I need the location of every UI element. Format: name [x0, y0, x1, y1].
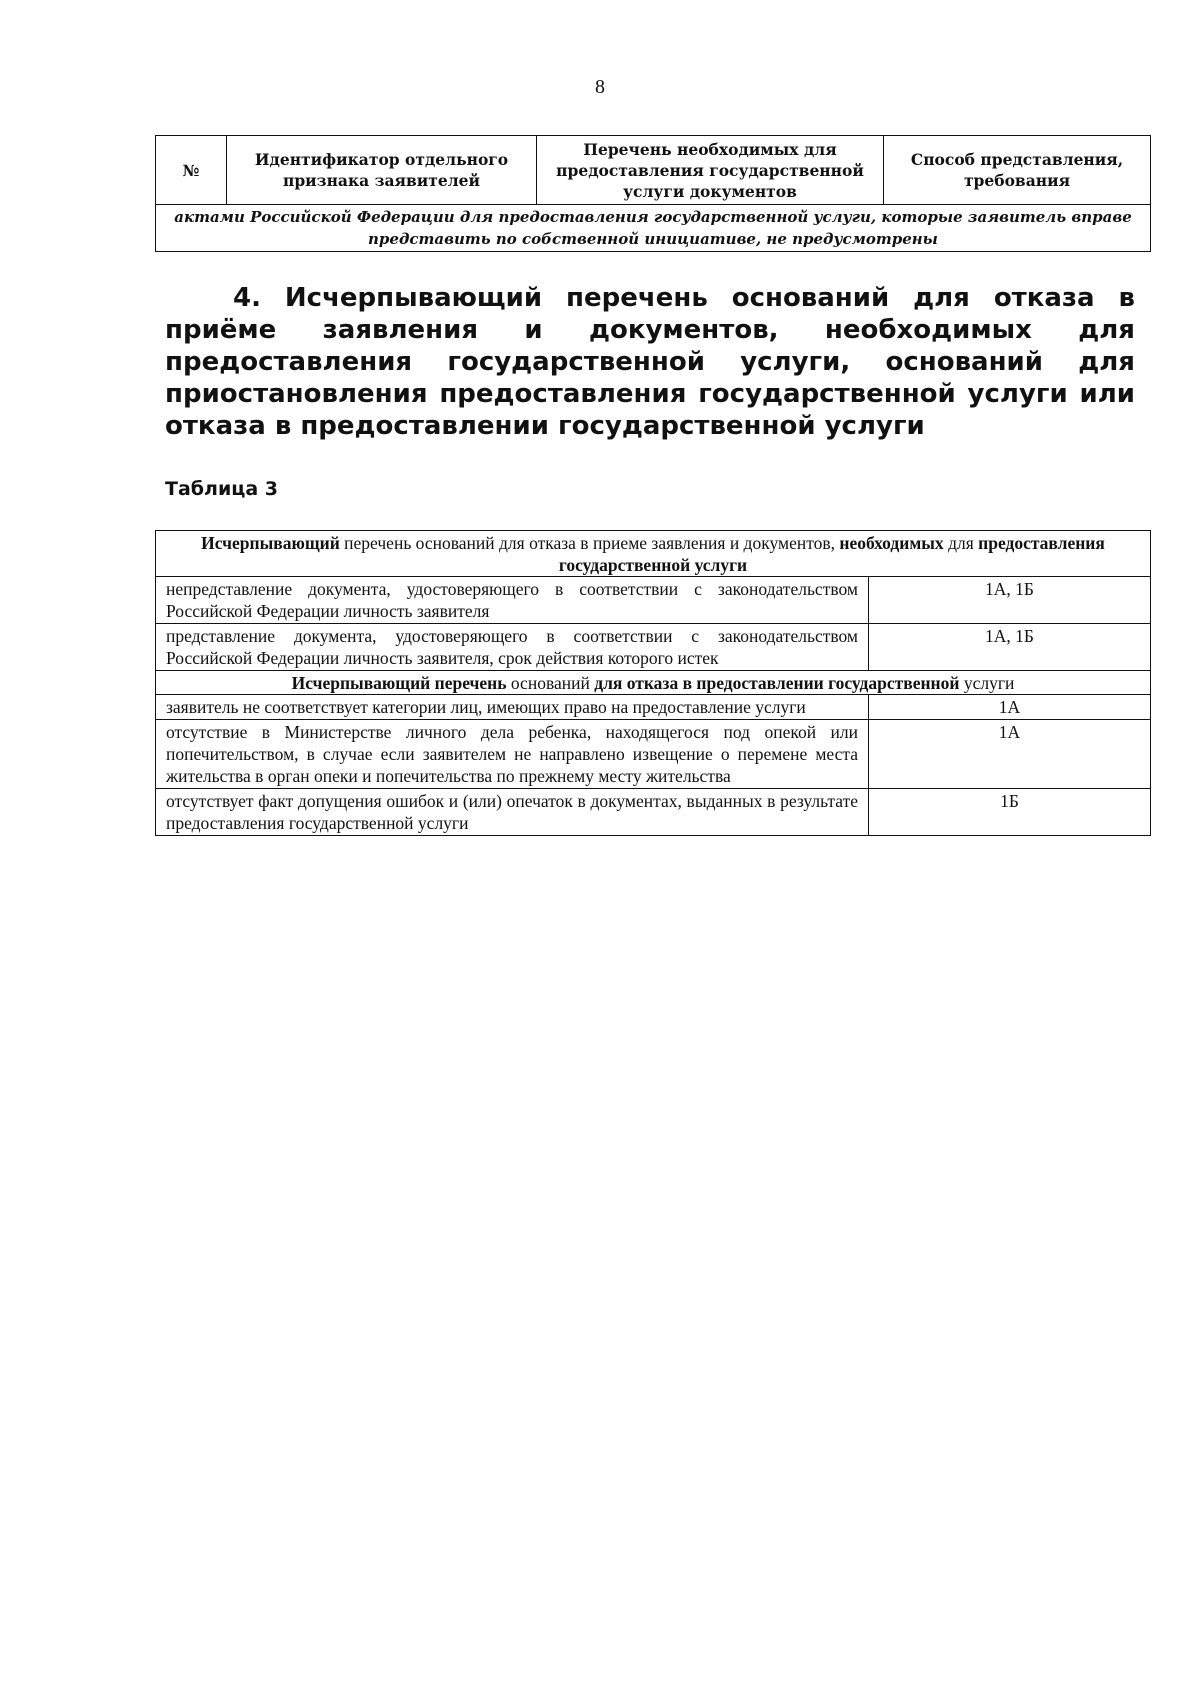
header-submission-method: Способ представления, требования — [884, 136, 1151, 205]
header-required-documents: Перечень необходимых для предоставления государственной услуги документов — [537, 136, 884, 205]
table-section-row — [156, 531, 1151, 577]
table-row — [156, 789, 1151, 836]
ground-codes: 1А, 1Б — [869, 624, 1151, 671]
refusal-grounds-table — [155, 530, 1151, 836]
table-row — [156, 624, 1151, 671]
table-caption: Таблица 3 — [165, 478, 279, 500]
table-header-row — [156, 136, 1151, 205]
ground-text: отсутствие в Министерстве личного дела ребенка, находящегося под опекой или попечительством, в случае если заявителем не направлено извещение о перемене места жительства в орган опеки и попечительства по прежнему месту жительства — [156, 720, 869, 789]
ground-text: представление документа, удостоверяющего в соответствии с законодательством Российской Федерации личность заявителя, срок действия которого истек — [156, 624, 869, 671]
section-heading-number: 4. — [233, 283, 261, 313]
section-heading-text: Исчерпывающий перечень оснований для отказа в приёме заявления и документов, необходимых для предоставления государственной услуги, оснований для приостановления предоставления государственной услуги или отказа в предоставлении государственной услуги — [165, 283, 1135, 441]
ground-text: отсутствует факт допущения ошибок и (или) опечаток в документах, выданных в результате предоставления государственной услуги — [156, 789, 869, 836]
section-title-refusal-provision: Исчерпывающий перечень оснований для отказа в предоставлении государственной услуги — [156, 671, 1151, 695]
ground-codes: 1А — [869, 720, 1151, 789]
page-number: 8 — [595, 76, 605, 98]
table-row — [156, 695, 1151, 720]
ground-text: непредставление документа, удостоверяющего в соответствии с законодательством Российской Федерации личность заявителя — [156, 577, 869, 624]
documents-table-continuation — [155, 135, 1151, 252]
section-heading — [165, 282, 1135, 442]
table-row — [156, 205, 1151, 252]
section-title-refusal-acceptance: Исчерпывающий перечень оснований для отказа в приеме заявления и документов, необходимых для предоставления государственной услуги — [156, 531, 1151, 577]
ground-text: заявитель не соответствует категории лиц, имеющих право на предоставление услуги — [156, 695, 869, 720]
ground-codes: 1А — [869, 695, 1151, 720]
table-note: актами Российской Федерации для предоставления государственной услуги, которые заявитель вправе представить по собственной инициативе, не предусмотрены — [156, 205, 1151, 252]
table-section-row — [156, 671, 1151, 695]
ground-codes: 1Б — [869, 789, 1151, 836]
header-applicant-identifier: Идентификатор отдельного признака заявителей — [227, 136, 537, 205]
header-number: № — [156, 136, 227, 205]
ground-codes: 1А, 1Б — [869, 577, 1151, 624]
table-row — [156, 577, 1151, 624]
table-row — [156, 720, 1151, 789]
